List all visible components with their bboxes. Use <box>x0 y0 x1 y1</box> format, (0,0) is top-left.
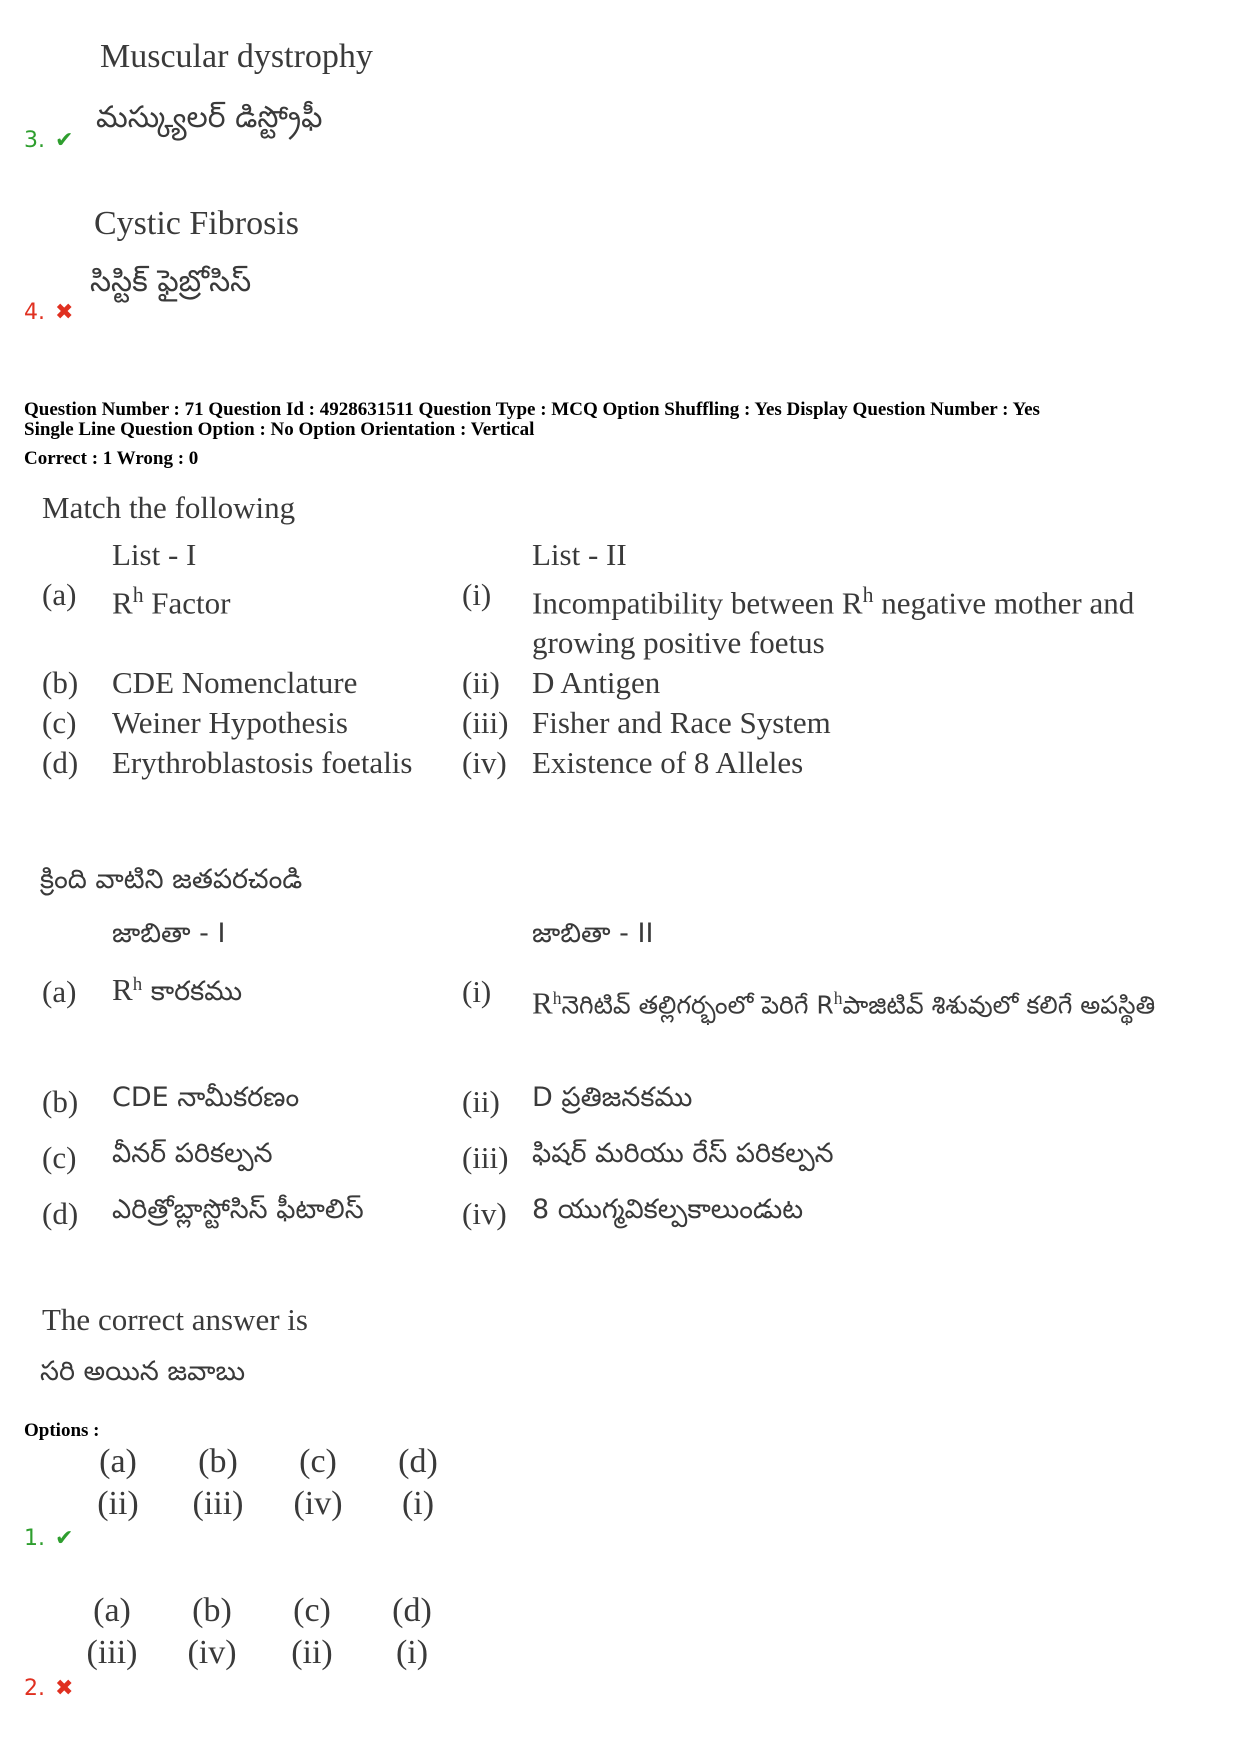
option-4-marker <box>24 300 73 325</box>
list2-item: Fisher and Race System <box>532 705 831 741</box>
text-part: R <box>532 985 553 1021</box>
option-header: (b) <box>198 1443 238 1480</box>
text-part: Incompatibility between R <box>532 585 863 621</box>
row-label: (a) <box>42 974 77 1009</box>
row-label: (c) <box>42 705 77 741</box>
text-part: నెగిటివ్ తల్లిగర్భంలో పెరిగే R <box>561 990 834 1020</box>
row-label: (ii) <box>462 665 500 701</box>
option-value: (iii) <box>86 1634 138 1671</box>
question-title-english: Match the following <box>42 490 296 525</box>
option-number: 3. <box>24 128 45 153</box>
row-label: (b) <box>42 665 79 701</box>
option-4-telugu-text: సిస్టిక్ ఫైబ్రోసిస్ <box>90 264 252 299</box>
option-1-marker <box>24 1526 73 1551</box>
option-value: (i) <box>401 1485 435 1522</box>
text-part: R <box>112 972 133 1007</box>
match-table-english <box>42 535 1172 783</box>
table-row <box>42 703 1172 743</box>
option-3-marker <box>24 128 73 153</box>
telugu-list1-header: జాబితా - I <box>112 918 226 949</box>
table-row <box>42 575 1172 663</box>
option-number: 2. <box>24 1676 45 1701</box>
text-part: negative mother and growing positive foetus <box>532 585 1135 661</box>
list2-header: List - II <box>532 537 627 572</box>
option-2-grid[interactable] <box>62 1592 462 1672</box>
row-label: (ii) <box>462 1084 500 1119</box>
option-header: (a) <box>93 1592 131 1629</box>
option-value: (iv) <box>293 1485 343 1522</box>
row-label: (iv) <box>462 745 507 781</box>
telugu-list2-item: ఫిషర్ మరియు రేస్ పరికల్పన <box>532 1138 834 1169</box>
text-part: కారకము <box>142 976 243 1007</box>
table-row <box>42 743 1172 783</box>
text-part: R <box>112 585 133 621</box>
option-3-english-text: Muscular dystrophy <box>100 38 373 75</box>
question-meta-line3: Correct : 1 Wrong : 0 <box>24 448 199 469</box>
row-label: (iv) <box>462 1196 507 1231</box>
option-number: 1. <box>24 1526 45 1551</box>
option-1-grid[interactable] <box>68 1443 468 1523</box>
table-row <box>42 663 1172 703</box>
telugu-list1-item: CDE నామీకరణం <box>112 1082 300 1113</box>
list2-item: Existence of 8 Alleles <box>532 745 804 781</box>
option-3-telugu-text: మస్క్యులర్ డిస్ట్రోఫీ <box>96 100 323 135</box>
row-label: (i) <box>462 974 492 1009</box>
check-icon: ✔ <box>55 1526 74 1551</box>
option-header: (a) <box>99 1443 137 1480</box>
list1-header: List - I <box>112 537 197 572</box>
options-label: Options : <box>24 1420 100 1441</box>
list1-item <box>112 575 462 663</box>
superscript: h <box>862 583 874 607</box>
cross-icon: ✖ <box>55 300 74 325</box>
option-header: (c) <box>293 1592 331 1629</box>
list2-item: D Antigen <box>532 665 661 701</box>
question-title-telugu: క్రింది వాటిని జతపరచండి <box>40 864 303 895</box>
row-label: (d) <box>42 745 79 781</box>
option-number: 4. <box>24 300 45 325</box>
text-part: Factor <box>143 585 231 621</box>
check-icon: ✔ <box>55 128 74 153</box>
telugu-list2-item: 8 యుగ్మవికల్పకాలుండుట <box>532 1194 804 1225</box>
telugu-list1-item <box>112 972 242 1014</box>
option-header: (d) <box>398 1443 438 1480</box>
superscript: h <box>552 988 562 1008</box>
list1-item: CDE Nomenclature <box>112 665 358 701</box>
list1-item: Weiner Hypothesis <box>112 705 348 741</box>
row-label: (d) <box>42 1196 79 1231</box>
option-header: (b) <box>192 1592 232 1629</box>
text-part: పాజిటివ్ శిశువులో కలిగే అపస్థితి <box>842 990 1156 1020</box>
answer-prompt-telugu: సరి అయిన జవాబు <box>40 1356 246 1387</box>
telugu-list2-item: D ప్రతిజనకము <box>532 1082 693 1113</box>
row-label: (iii) <box>462 705 509 741</box>
option-header: (d) <box>392 1592 432 1629</box>
superscript: h <box>132 583 144 607</box>
telugu-list2-header: జాబితా - II <box>532 918 654 949</box>
option-value: (iv) <box>187 1634 237 1671</box>
question-meta-line2: Single Line Question Option : No Option Orientation : Vertical <box>24 419 535 440</box>
option-value: (i) <box>395 1634 429 1671</box>
telugu-list1-item: ఎరిత్రోబ్లాస్టోసిస్ ఫీటాలిస్ <box>112 1194 364 1225</box>
row-label: (a) <box>42 577 77 612</box>
telugu-list1-item: వీనర్ పరికల్పన <box>112 1138 273 1169</box>
option-4-english-text: Cystic Fibrosis <box>94 205 299 242</box>
list1-item: Erythroblastosis foetalis <box>112 745 413 781</box>
row-label: (iii) <box>462 1140 509 1175</box>
cross-icon: ✖ <box>55 1676 74 1701</box>
superscript: h <box>833 988 843 1008</box>
telugu-list2-item <box>532 972 1172 1031</box>
list2-item <box>532 575 1172 663</box>
option-value: (iii) <box>192 1485 244 1522</box>
option-header: (c) <box>299 1443 337 1480</box>
option-value: (ii) <box>291 1634 333 1671</box>
option-2-marker <box>24 1676 73 1701</box>
question-meta-line1: Question Number : 71 Question Id : 4928631511 Question Type : MCQ Option Shuffling : Yes Display Question Number : Yes <box>24 399 1040 420</box>
row-label: (c) <box>42 1140 77 1175</box>
row-label: (i) <box>462 577 492 612</box>
row-label: (b) <box>42 1084 79 1119</box>
option-value: (ii) <box>97 1485 139 1522</box>
superscript: h <box>132 974 143 995</box>
answer-prompt-english: The correct answer is <box>42 1302 308 1337</box>
